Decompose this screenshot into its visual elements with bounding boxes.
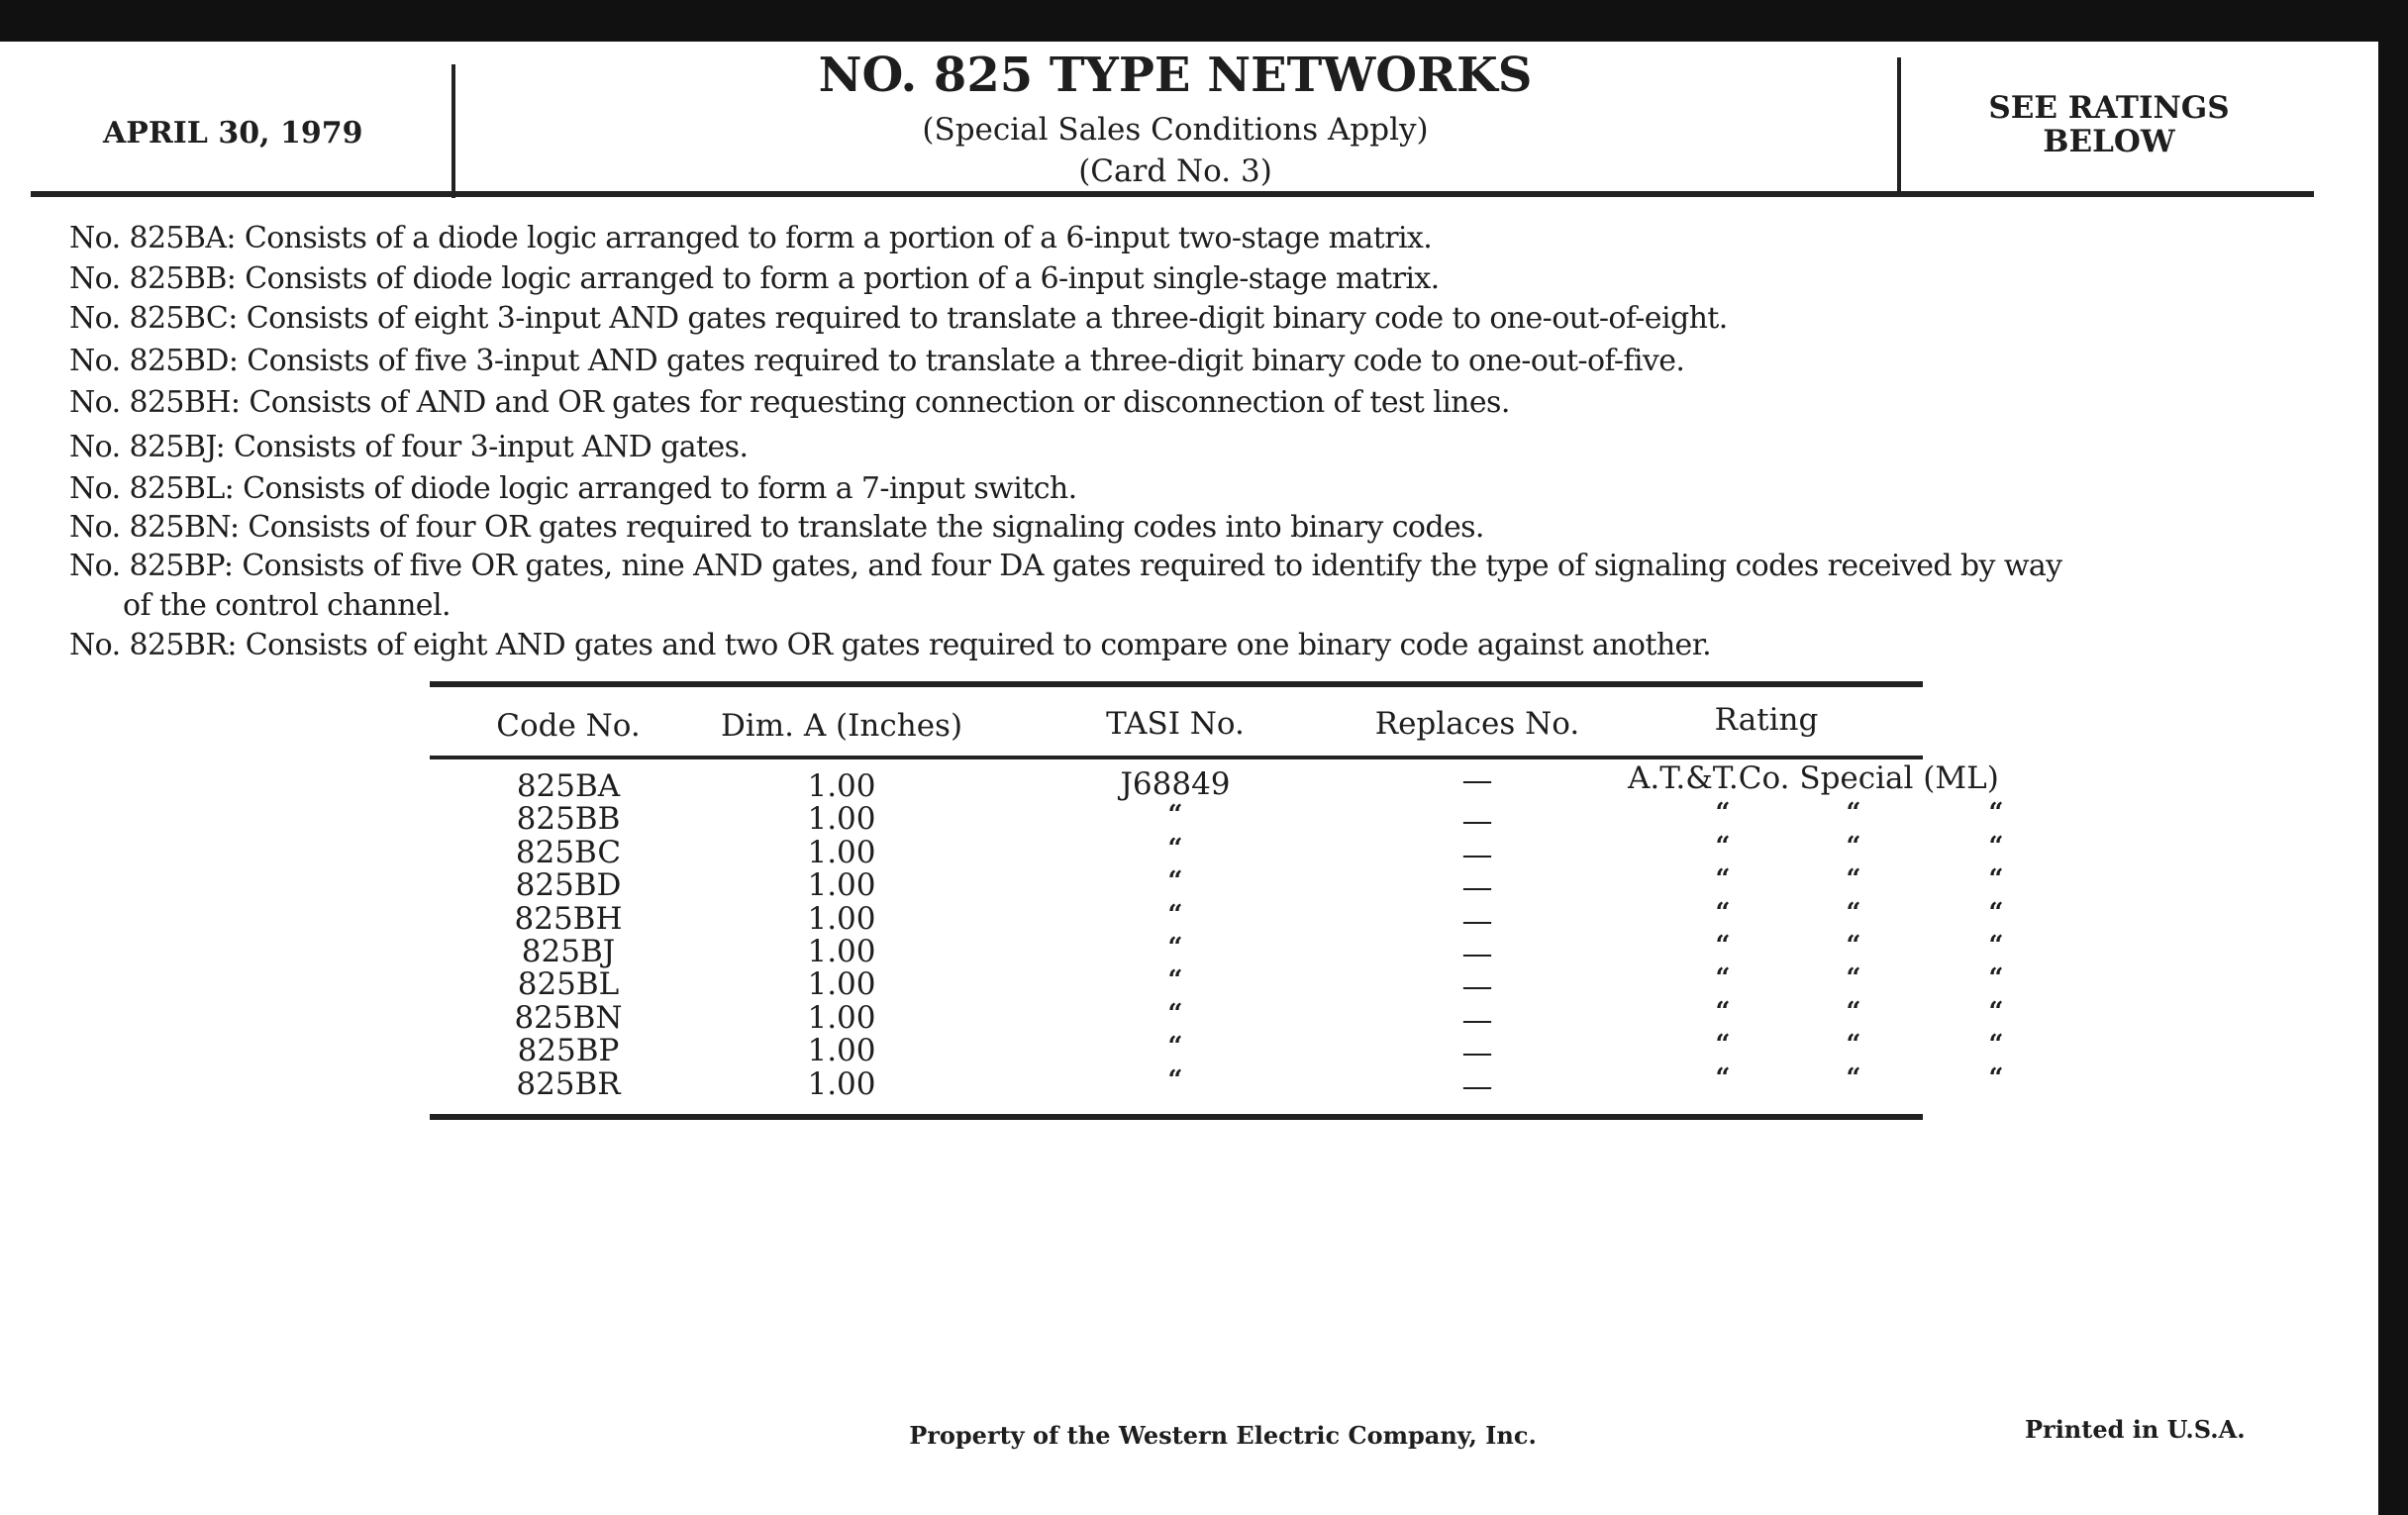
- description-825bp: No. 825BP: Consists of five OR gates, nine AND gates, and four DA gates required to identify the type of signaling codes received by way: [69, 549, 2062, 583]
- cell-code: 825BB: [516, 801, 621, 838]
- cell-replaces: —: [1461, 902, 1493, 939]
- cell-dim-a: 1.00: [807, 834, 876, 870]
- cell-rating-ditto: “: [1715, 897, 1731, 928]
- issue-date: APRIL 30, 1979: [103, 116, 363, 151]
- cell-rating-ditto: “: [1846, 897, 1861, 928]
- cell-rating-ditto: “: [1715, 963, 1731, 994]
- card-number: (Card No. 3): [1078, 153, 1272, 189]
- cell-dim-a: 1.00: [807, 900, 876, 937]
- description-825br: No. 825BR: Consists of eight AND gates and two OR gates required to compare one binary code against another.: [69, 628, 1712, 662]
- cell-rating-ditto: “: [1846, 831, 1861, 861]
- cell-dim-a: 1.00: [807, 867, 876, 904]
- column-header-code: Code No.: [496, 708, 641, 744]
- description-825bn: No. 825BN: Consists of four OR gates required to translate the signaling codes into binary codes.: [69, 510, 1484, 545]
- cell-replaces: —: [1461, 762, 1493, 798]
- cell-rating-ditto: “: [1846, 1062, 1861, 1093]
- header-divider-right: [1897, 57, 1901, 194]
- cell-replaces: —: [1461, 869, 1493, 906]
- cell-replaces: —: [1461, 1067, 1493, 1104]
- cell-tasi-ditto: “: [1167, 800, 1183, 831]
- column-header-dim-a: Dim. A (Inches): [720, 708, 963, 744]
- cell-replaces: —: [1461, 1001, 1493, 1038]
- cell-tasi-ditto: “: [1167, 866, 1183, 897]
- cell-rating-ditto: “: [1715, 996, 1731, 1027]
- header-rule: [31, 191, 2314, 197]
- description-825bd: No. 825BD: Consists of five 3-input AND gates required to translate a three-digit binary code to one-out-of-five.: [69, 344, 1685, 378]
- cell-rating-ditto: “: [1715, 931, 1731, 960]
- cell-rating-ditto: “: [1988, 996, 2004, 1027]
- cell-replaces: —: [1461, 836, 1493, 872]
- footer-printed: Printed in U.S.A.: [2025, 1415, 2246, 1444]
- description-825ba: No. 825BA: Consists of a diode logic arranged to form a portion of a 6-input two-stage matrix.: [69, 221, 1433, 255]
- cell-replaces: —: [1461, 936, 1493, 971]
- cell-tasi-ditto: “: [1167, 1064, 1183, 1095]
- cell-rating-ditto: “: [1715, 864, 1731, 895]
- cell-code: 825BH: [514, 900, 623, 937]
- cell-replaces: —: [1461, 968, 1493, 1005]
- cell-rating-ditto: “: [1988, 1030, 2004, 1060]
- cell-rating-ditto: “: [1988, 1062, 2004, 1093]
- cell-dim-a: 1.00: [807, 966, 876, 1003]
- description-825bj: No. 825BJ: Consists of four 3-input AND gates.: [69, 430, 749, 464]
- cell-rating-ditto: “: [1988, 831, 2004, 861]
- cell-dim-a: 1.00: [807, 999, 876, 1036]
- cell-code: 825BP: [517, 1033, 620, 1069]
- cell-dim-a: 1.00: [807, 1033, 876, 1069]
- cell-rating-ditto: “: [1715, 1030, 1731, 1060]
- footer-property: Property of the Western Electric Company, Inc.: [909, 1421, 1537, 1450]
- scan-border-top: [0, 0, 2408, 42]
- column-header-replaces: Replaces No.: [1374, 706, 1580, 742]
- cell-rating-ditto: “: [1846, 996, 1861, 1027]
- cell-dim-a: 1.00: [807, 934, 876, 969]
- table-header-rule: [430, 756, 1923, 759]
- ratings-note: [1988, 91, 2229, 158]
- page-subtitle: (Special Sales Conditions Apply): [922, 112, 1429, 148]
- cell-tasi-ditto: “: [1167, 1032, 1183, 1062]
- cell-rating-ditto: “: [1846, 931, 1861, 960]
- cell-rating-ditto: “: [1715, 831, 1731, 861]
- cell-rating: A.T.&T.Co. Special (ML): [1628, 760, 1999, 796]
- cell-code: 825BR: [516, 1065, 621, 1102]
- cell-rating-ditto: “: [1846, 864, 1861, 895]
- column-header-rating: Rating: [1714, 702, 1819, 738]
- cell-code: 825BJ: [521, 934, 616, 969]
- cell-rating-ditto: “: [1715, 798, 1731, 829]
- cell-code: 825BA: [516, 768, 621, 804]
- cell-rating-ditto: “: [1988, 897, 2004, 928]
- cell-dim-a: 1.00: [807, 1065, 876, 1102]
- description-825bl: No. 825BL: Consists of diode logic arranged to form a 7-input switch.: [69, 471, 1077, 506]
- header-divider-left: [452, 64, 455, 198]
- cell-code: 825BC: [515, 834, 622, 870]
- cell-rating-ditto: “: [1846, 963, 1861, 994]
- cell-replaces: —: [1461, 1035, 1493, 1071]
- cell-rating-ditto: “: [1846, 1030, 1861, 1060]
- cell-replaces: —: [1461, 803, 1493, 840]
- table-top-rule: [430, 681, 1923, 687]
- cell-tasi-ditto: “: [1167, 899, 1183, 930]
- cell-rating-ditto: “: [1988, 931, 2004, 960]
- page-title: NO. 825 TYPE NETWORKS: [818, 48, 1533, 103]
- description-825bc: No. 825BC: Consists of eight 3-input AND gates required to translate a three-digit binary code to one-out-of-eight.: [69, 301, 1728, 336]
- cell-tasi-ditto: “: [1167, 998, 1183, 1029]
- ratings-note-line1: SEE RATINGS: [1988, 90, 2230, 126]
- column-header-tasi: TASI No.: [1106, 706, 1245, 742]
- cell-tasi: J68849: [1120, 766, 1231, 802]
- ratings-note-line2: BELOW: [2043, 124, 2175, 159]
- cell-tasi-ditto: “: [1167, 933, 1183, 962]
- description-825bp-continued: of the control channel.: [123, 588, 451, 623]
- cell-dim-a: 1.00: [807, 801, 876, 838]
- cell-rating-ditto: “: [1715, 1062, 1731, 1093]
- cell-tasi-ditto: “: [1167, 965, 1183, 996]
- cell-dim-a: 1.00: [807, 768, 876, 804]
- cell-rating-ditto: “: [1988, 798, 2004, 829]
- cell-code: 825BL: [517, 966, 620, 1003]
- cell-rating-ditto: “: [1846, 798, 1861, 829]
- cell-rating-ditto: “: [1988, 963, 2004, 994]
- cell-code: 825BD: [515, 867, 622, 904]
- cell-rating-ditto: “: [1988, 864, 2004, 895]
- description-825bb: No. 825BB: Consists of diode logic arranged to form a portion of a 6-input single-stage matrix.: [69, 261, 1440, 296]
- table-bottom-rule: [430, 1114, 1923, 1120]
- cell-code: 825BN: [514, 999, 623, 1036]
- cell-tasi-ditto: “: [1167, 833, 1183, 863]
- scan-border-right: [2378, 0, 2408, 1515]
- description-825bh: No. 825BH: Consists of AND and OR gates for requesting connection or disconnection of test lines.: [69, 385, 1510, 420]
